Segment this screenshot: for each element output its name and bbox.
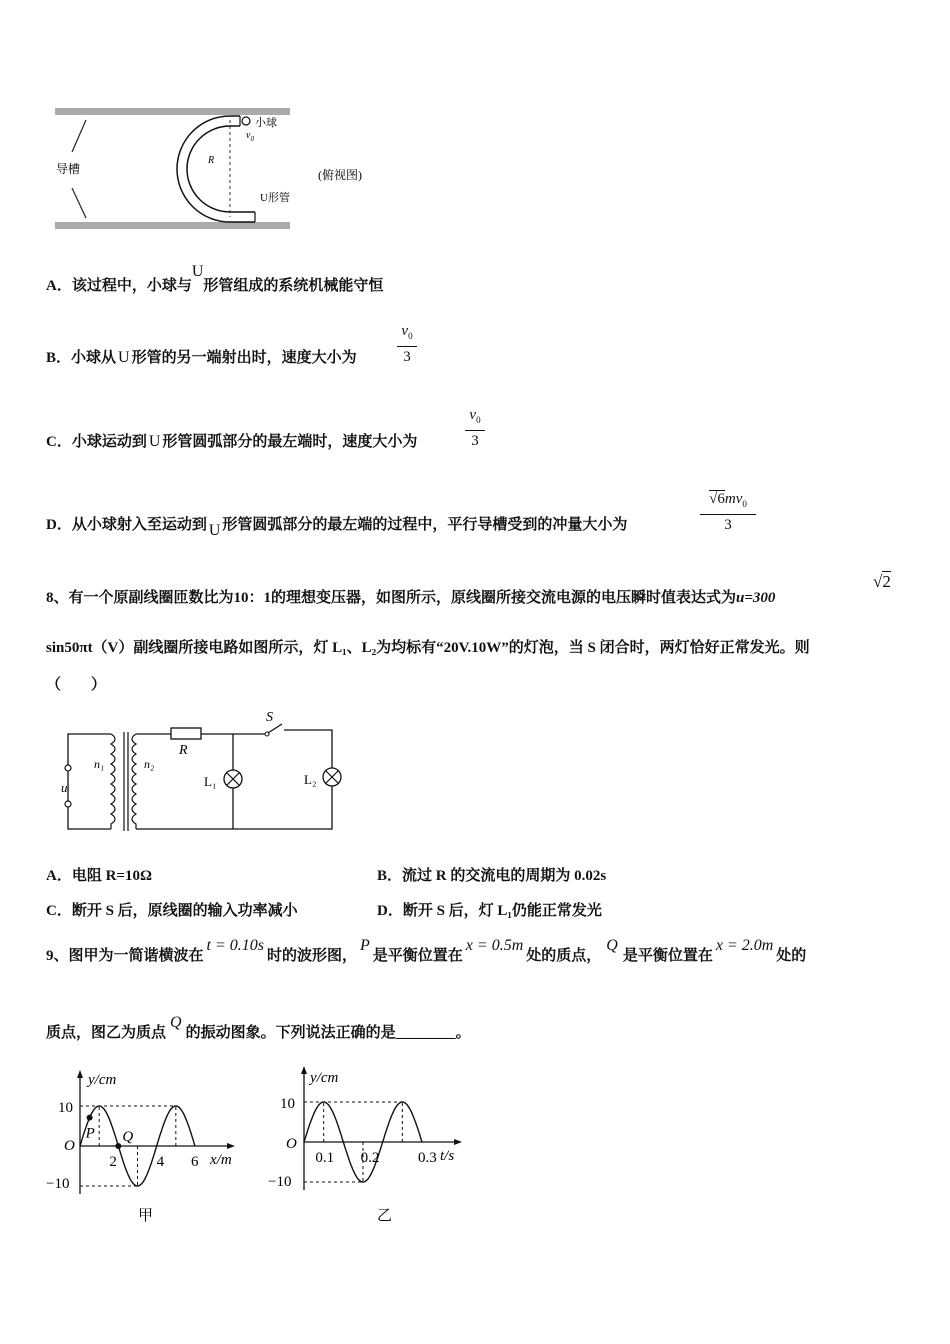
q7-c-fraction: $v_0$ 3 bbox=[465, 406, 485, 450]
tube-label: U形管 bbox=[260, 192, 290, 204]
q8-stem-line2: sin50πt（V）副线圈所接电路如图所示，灯 L₁、L₂为均标有“20V.10W”的灯泡，当 S 闭合时，两灯恰好正常发光。则 bbox=[46, 640, 810, 656]
graph-a-caption: 甲 bbox=[138, 1208, 154, 1224]
radius-label: R bbox=[208, 155, 215, 166]
q7-b-fraction: $v_0$ 3 bbox=[397, 322, 417, 366]
graph-a-xlabel: x/m bbox=[210, 1152, 232, 1168]
q8-option-b: B．流过 R 的交流电的周期为 0.02s bbox=[377, 868, 607, 884]
point-p bbox=[87, 1115, 93, 1121]
graph-b-xtick-2: 0.3 bbox=[418, 1150, 437, 1166]
q8-root: √2 bbox=[873, 572, 891, 591]
q7-option-a: A．该过程中，小球与U形管组成的系统机械能守恒 bbox=[46, 263, 384, 294]
graph-a-y-arrow bbox=[77, 1070, 83, 1078]
q7-option-d: D．从小球射入至运动到 U 形管圆弧部分的最左端的过程中，平行导槽受到的冲量大小为 bbox=[46, 517, 628, 539]
graph-a-ytick-top: 10 bbox=[58, 1100, 73, 1116]
view-label: (俯视图) bbox=[318, 168, 362, 182]
point-q-label: Q bbox=[122, 1129, 134, 1145]
v0-label: $v_0$ bbox=[246, 130, 254, 143]
guide-slant-top bbox=[72, 120, 86, 152]
secondary-coil bbox=[132, 734, 136, 829]
graph-b-ytick-bottom: −10 bbox=[268, 1174, 292, 1190]
switch-label: S bbox=[266, 710, 273, 725]
switch-blade bbox=[268, 724, 282, 733]
graph-b-origin: O bbox=[286, 1136, 297, 1152]
u-tube-inner bbox=[187, 126, 255, 212]
graph-b-ylabel: y/cm bbox=[310, 1070, 339, 1086]
source-terminal-bottom bbox=[65, 801, 71, 807]
graph-a-xtick-1: 4 bbox=[156, 1154, 165, 1170]
wave-graph-jia bbox=[40, 1060, 270, 1230]
q8-option-d: D．断开 S 后，灯 L₁仍能正常发光 bbox=[377, 903, 602, 919]
q7-d-fraction: $√6mv_0$ 3 bbox=[700, 490, 756, 534]
n2-label: n₂ bbox=[144, 757, 155, 771]
primary-coil bbox=[111, 734, 115, 829]
point-q bbox=[115, 1143, 121, 1149]
q8-paren: （ ） bbox=[46, 677, 107, 693]
n1-label: n₁ bbox=[94, 757, 105, 771]
graph-b-xtick-0: 0.1 bbox=[315, 1150, 335, 1166]
graph-b-x-arrow bbox=[454, 1139, 462, 1145]
q9-stem-line1: 9、图甲为一简谐横波在t = 0.10s时的波形图，P是平衡位置在x = 0.5m处的质点，Q是平衡位置在x = 2.0m处的 bbox=[46, 937, 807, 964]
transformer-circuit bbox=[56, 706, 346, 836]
graph-a-ytick-bottom: −10 bbox=[46, 1176, 70, 1192]
resistor bbox=[171, 728, 201, 739]
lamp-l1-label: L₁ bbox=[204, 774, 217, 789]
graph-a-ylabel: y/cm bbox=[88, 1072, 117, 1088]
graph-a-x-arrow bbox=[227, 1143, 235, 1149]
q8-option-a: A．电阻 R=10Ω bbox=[46, 868, 152, 884]
ball bbox=[242, 117, 250, 125]
graph-b-xtick-1: 0.2 bbox=[360, 1150, 380, 1166]
u-tube-figure bbox=[50, 100, 390, 235]
guide-label: 导槽 bbox=[56, 162, 81, 176]
graph-b-ytick-top: 10 bbox=[280, 1096, 295, 1112]
graph-a-xtick-0: 2 bbox=[109, 1154, 117, 1170]
q9-stem-line2: 质点，图乙为质点Q的振动图象。下列说法正确的是________。 bbox=[46, 1014, 471, 1041]
source-label: u bbox=[61, 780, 68, 795]
graph-b-xlabel: t/s bbox=[440, 1148, 455, 1164]
lamp-l2-label: L₂ bbox=[304, 772, 317, 787]
primary-wire bbox=[68, 734, 111, 829]
graph-a-xtick-2: 6 bbox=[191, 1154, 199, 1170]
q8-stem-line1: 8、有一个原副线圈匝数比为10：1的理想变压器，如图所示，原线圈所接交流电源的电压瞬时值表达式为u=300 bbox=[46, 590, 776, 606]
source-terminal-top bbox=[65, 765, 71, 771]
guide-rail-bottom bbox=[55, 222, 290, 229]
guide-rail-top bbox=[55, 108, 290, 115]
q7-option-c: C．小球运动到 U 形管圆弧部分的最左端时，速度大小为 bbox=[46, 433, 418, 450]
graph-b-caption: 乙 bbox=[377, 1208, 393, 1224]
q7-option-b: B．小球从 U 形管的另一端射出时，速度大小为 bbox=[46, 349, 357, 366]
graph-a-origin: O bbox=[64, 1138, 75, 1154]
u-tube-outer bbox=[177, 116, 255, 222]
resistor-label: R bbox=[179, 743, 188, 758]
guide-slant-bottom bbox=[72, 188, 86, 218]
point-p-label: P bbox=[85, 1125, 95, 1142]
q8-option-c: C．断开 S 后，原线圈的输入功率减小 bbox=[46, 903, 298, 919]
graph-b-y-arrow bbox=[301, 1066, 307, 1074]
ball-label: 小球 bbox=[255, 117, 277, 129]
vibration-graph-yi bbox=[262, 1060, 482, 1230]
